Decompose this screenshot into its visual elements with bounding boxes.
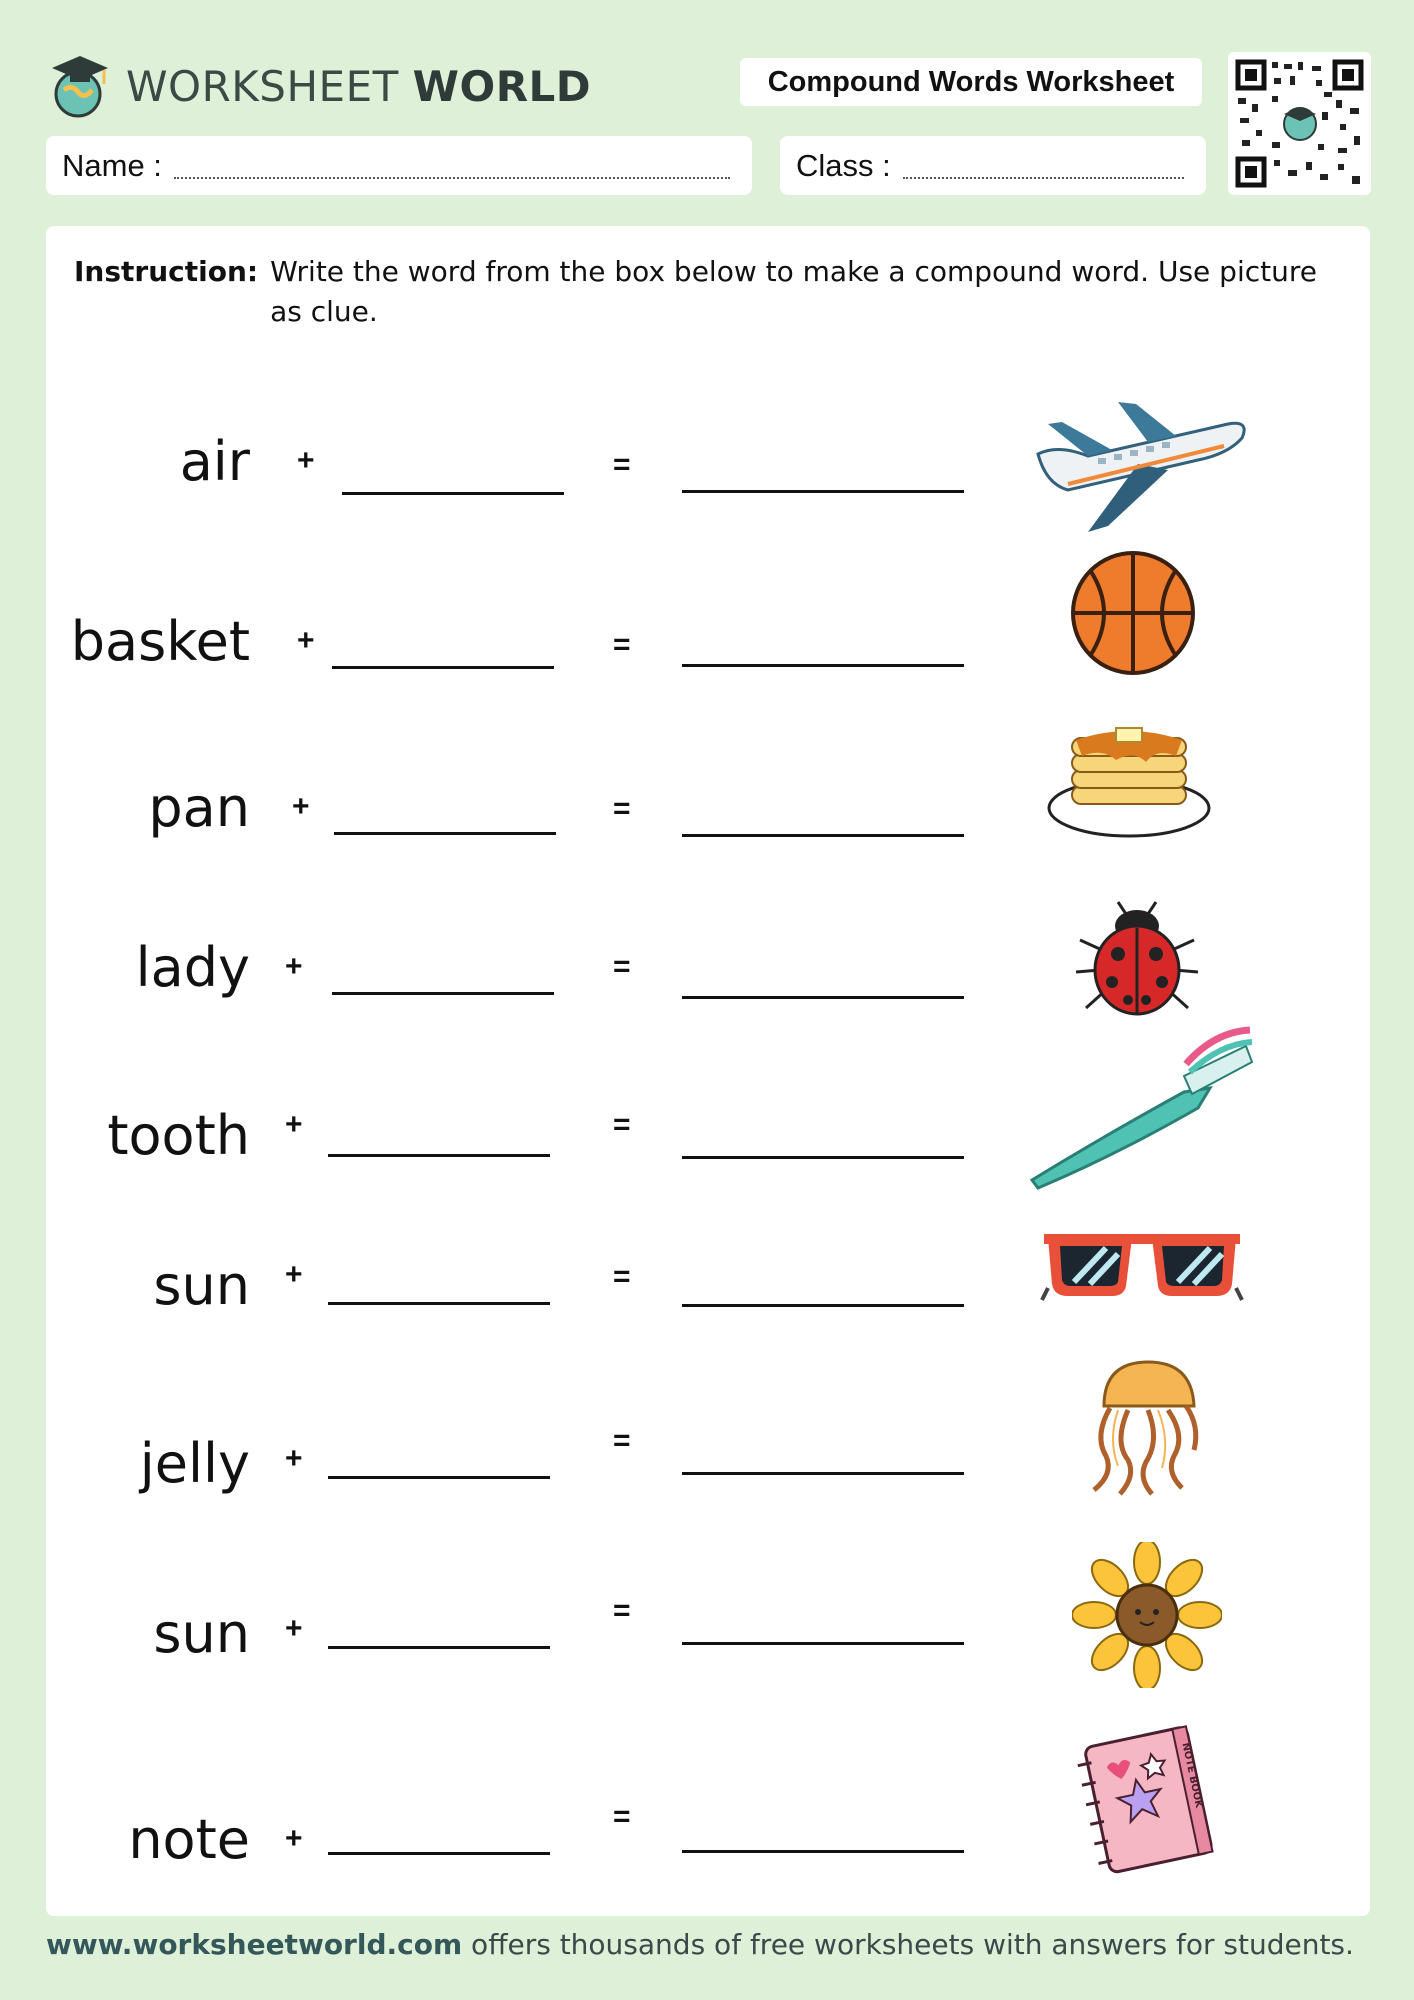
class-label: Class : <box>796 147 891 183</box>
qr-code[interactable] <box>1228 52 1371 195</box>
first-word: sun <box>153 1602 250 1665</box>
first-word: pan <box>148 776 250 839</box>
plus-sign: + <box>285 1442 303 1475</box>
pancake-icon <box>1046 722 1212 842</box>
equals-sign: = <box>613 1424 631 1457</box>
jellyfish-icon <box>1070 1356 1206 1496</box>
answer-blank[interactable] <box>328 1852 550 1855</box>
sunflower-icon <box>1072 1542 1222 1688</box>
instruction <box>74 252 1334 332</box>
plus-sign: + <box>285 1822 303 1855</box>
plus-sign: + <box>297 624 315 657</box>
first-word: note <box>128 1808 250 1871</box>
compound-word-blank[interactable] <box>682 1156 964 1159</box>
first-word: basket <box>70 610 250 673</box>
footer <box>46 1928 1354 1961</box>
compound-word-blank[interactable] <box>682 1304 964 1307</box>
first-word: lady <box>135 936 250 999</box>
compound-word-blank[interactable] <box>682 490 964 493</box>
name-field[interactable] <box>46 136 752 195</box>
class-line[interactable] <box>903 153 1184 179</box>
first-word: tooth <box>107 1104 250 1167</box>
equals-sign: = <box>613 1594 631 1627</box>
first-word: sun <box>153 1254 250 1317</box>
instruction-label: Instruction: <box>74 255 259 288</box>
worksheet-title: Compound Words Worksheet <box>740 58 1202 106</box>
compound-word-blank[interactable] <box>682 996 964 999</box>
ladybug-icon <box>1072 900 1202 1020</box>
globe-graduate-icon <box>46 50 114 122</box>
answer-blank[interactable] <box>328 1646 550 1649</box>
instruction-text: Write the word from the box below to make a compound word. Use picture as clue. <box>270 255 1317 328</box>
brand-logo <box>46 46 591 126</box>
plus-sign: + <box>285 950 303 983</box>
airplane-icon <box>1028 394 1250 534</box>
basketball-icon <box>1068 548 1198 678</box>
sunglasses-icon <box>1040 1226 1244 1306</box>
equals-sign: = <box>613 792 631 825</box>
equals-sign: = <box>613 1108 631 1141</box>
answer-blank[interactable] <box>328 1476 550 1479</box>
answer-blank[interactable] <box>328 1302 550 1305</box>
answer-blank[interactable] <box>334 832 556 835</box>
equals-sign: = <box>613 1800 631 1833</box>
footer-site-link[interactable]: www.worksheetworld.com <box>46 1928 463 1961</box>
class-field[interactable] <box>780 136 1206 195</box>
name-line[interactable] <box>174 153 730 179</box>
compound-word-blank[interactable] <box>682 1472 964 1475</box>
compound-word-blank[interactable] <box>682 664 964 667</box>
toothbrush-icon <box>1024 1016 1256 1190</box>
footer-text: offers thousands of free worksheets with answers for students. <box>462 1928 1354 1961</box>
equals-sign: = <box>613 628 631 661</box>
plus-sign: + <box>285 1108 303 1141</box>
equals-sign: = <box>613 448 631 481</box>
compound-word-blank[interactable] <box>682 1642 964 1645</box>
answer-blank[interactable] <box>342 492 564 495</box>
compound-word-blank[interactable] <box>682 834 964 837</box>
first-word: air <box>179 430 250 493</box>
equals-sign: = <box>613 1260 631 1293</box>
compound-word-blank[interactable] <box>682 1850 964 1853</box>
notebook-cover-text: NOTE BOOK <box>1179 1741 1205 1810</box>
answer-blank[interactable] <box>332 992 554 995</box>
answer-blank[interactable] <box>332 666 554 669</box>
name-label: Name : <box>62 147 162 183</box>
answer-blank[interactable] <box>328 1154 550 1157</box>
plus-sign: + <box>285 1258 303 1291</box>
equals-sign: = <box>613 950 631 983</box>
plus-sign: + <box>292 790 310 823</box>
plus-sign: + <box>297 444 315 477</box>
first-word: jelly <box>139 1432 250 1495</box>
brand-name: WORKSHEET WORLD <box>126 61 592 111</box>
plus-sign: + <box>285 1612 303 1645</box>
notebook-icon <box>1074 1722 1220 1874</box>
